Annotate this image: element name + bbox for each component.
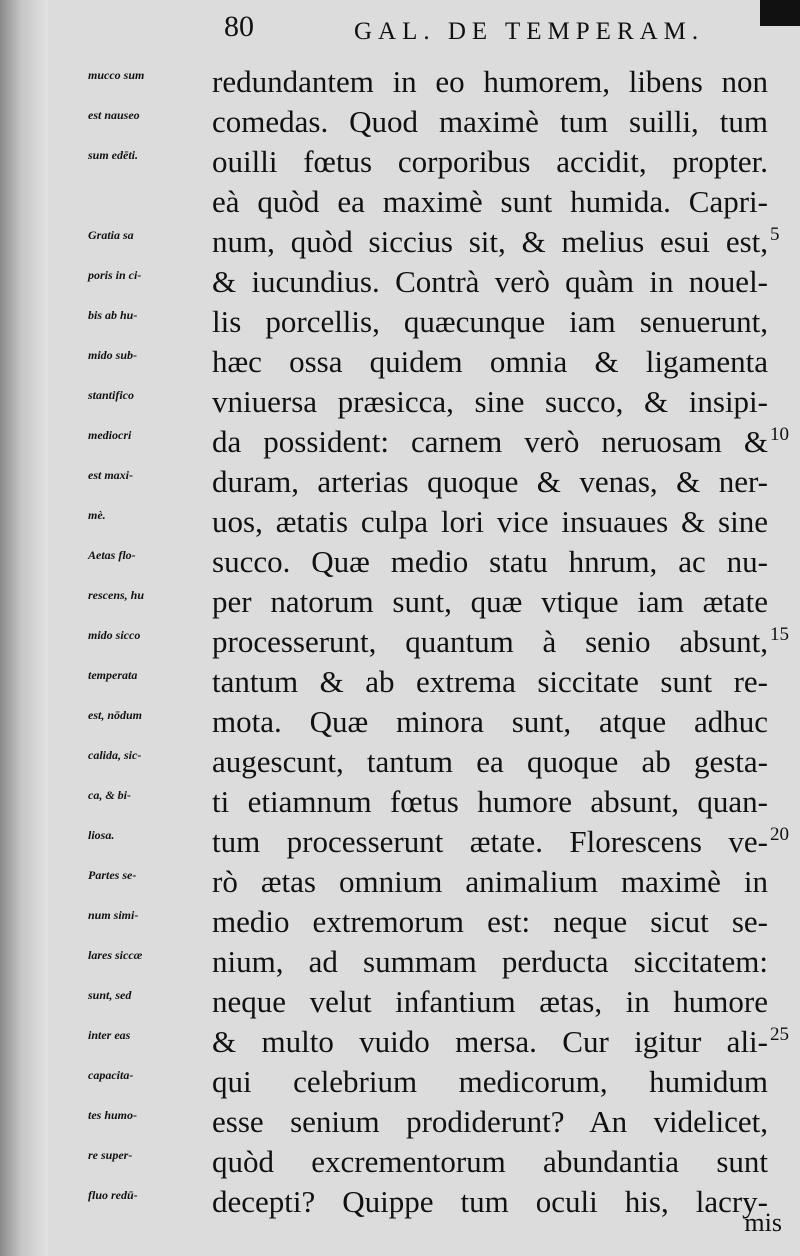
body-text: tantum & ab extrema siccitate sunt re- [212, 664, 768, 699]
body-text: comedas. Quod maximè tum suilli, tum [212, 104, 768, 139]
body-text: augescunt, tantum ea quoque ab gesta- [212, 744, 768, 779]
marginal-note: fluo redū- [88, 1188, 138, 1202]
body-text: ouilli fœtus corporibus accidit, propter. [212, 144, 768, 179]
marginal-note: inter eas [88, 1028, 131, 1042]
body-text: redundantem in eo humorem, libens non [212, 64, 768, 99]
line-number: 10 [770, 424, 789, 445]
body-text: vniuersa præsicca, sine succo, & insipi- [212, 384, 768, 419]
line-number: 25 [770, 1024, 789, 1045]
marginal-note: Partes se- [88, 868, 137, 882]
marginal-note: mido sub- [88, 348, 138, 362]
body-text: ti etiamnum fœtus humore absunt, quan- [212, 784, 768, 819]
scan-edge [760, 0, 800, 26]
line-number: 5 [770, 224, 780, 245]
marginal-note: rescens, hu [88, 588, 145, 602]
marginal-note: est nauseo [88, 108, 140, 122]
page-header [224, 10, 764, 50]
body-text: rò ætas omnium animalium maximè in [212, 864, 768, 899]
marginal-note: mido sicco [88, 628, 141, 642]
line-number: 20 [770, 824, 789, 845]
body-text: num, quòd siccius sit, & melius esui est, [212, 224, 768, 259]
marginal-note: est maxi- [88, 468, 133, 482]
body-text: succo. Quæ medio statu hnrum, ac nu- [212, 544, 768, 579]
marginal-note: mè. [88, 508, 106, 522]
body-text: esse senium prodiderunt? An videlicet, [212, 1104, 768, 1139]
text-line [0, 1180, 800, 1226]
marginal-note: liosa. [88, 828, 115, 842]
body-text: neque velut infantium ætas, in humore [212, 984, 768, 1019]
running-title: GAL. DE TEMPERAM. [354, 18, 705, 45]
body-text: nium, ad summam perducta siccitatem: [212, 944, 768, 979]
body-text: processerunt, quantum à senio absunt, [212, 624, 768, 659]
marginal-note: re super- [88, 1148, 133, 1162]
catchword: mis [744, 1208, 782, 1237]
line-number: 15 [770, 624, 789, 645]
marginal-note: lares siccæ [88, 948, 143, 962]
body-text: & multo vuido mersa. Cur igitur ali- [212, 1024, 768, 1059]
marginal-note: mucco sum [88, 68, 145, 82]
marginal-note: sum edēti. [88, 148, 138, 162]
body-text: eà quòd ea maximè sunt humida. Capri- [212, 184, 768, 219]
marginal-note: calida, sic- [88, 748, 142, 762]
body-text: & iucundius. Contrà verò quàm in nouel- [212, 264, 768, 299]
body-text: uos, ætatis culpa lori vice insuaues & sine [212, 504, 768, 539]
marginal-note: temperata [88, 668, 138, 682]
marginal-note: mediocri [88, 428, 132, 442]
body-text: quòd excrementorum abundantia sunt [212, 1144, 768, 1179]
body-text: qui celebrium medicorum, humidum [212, 1064, 768, 1099]
marginal-note: bis ab hu- [88, 308, 138, 322]
marginal-note: num simi- [88, 908, 139, 922]
marginal-note: est, nōdum [88, 708, 143, 722]
page-number: 80 [224, 10, 254, 43]
body-text: tum processerunt ætate. Florescens ve- [212, 824, 768, 859]
marginal-note: ca, & bi- [88, 788, 131, 802]
body-text: medio extremorum est: neque sicut se- [212, 904, 768, 939]
body-text: per natorum sunt, quæ vtique iam ætate [212, 584, 768, 619]
body-text: lis porcellis, quæcunque iam senuerunt, [212, 304, 768, 339]
marginal-note: Gratia sa [88, 228, 134, 242]
marginal-note: sunt, sed [88, 988, 132, 1002]
marginal-note: poris in ci- [88, 268, 142, 282]
marginal-note: stantifico [88, 388, 135, 402]
marginal-note: tes humo- [88, 1108, 138, 1122]
marginal-note: Aetas flo- [88, 548, 136, 562]
body-text: decepti? Quippe tum oculi his, lacry- [212, 1184, 768, 1219]
body-text: da possident: carnem verò neruosam & [212, 424, 768, 459]
body-text: mota. Quæ minora sunt, atque adhuc [212, 704, 768, 739]
body-text: duram, arterias quoque & venas, & ner- [212, 464, 768, 499]
marginal-note: capacita- [88, 1068, 134, 1082]
body-text: hæc ossa quidem omnia & ligamenta [212, 344, 768, 379]
